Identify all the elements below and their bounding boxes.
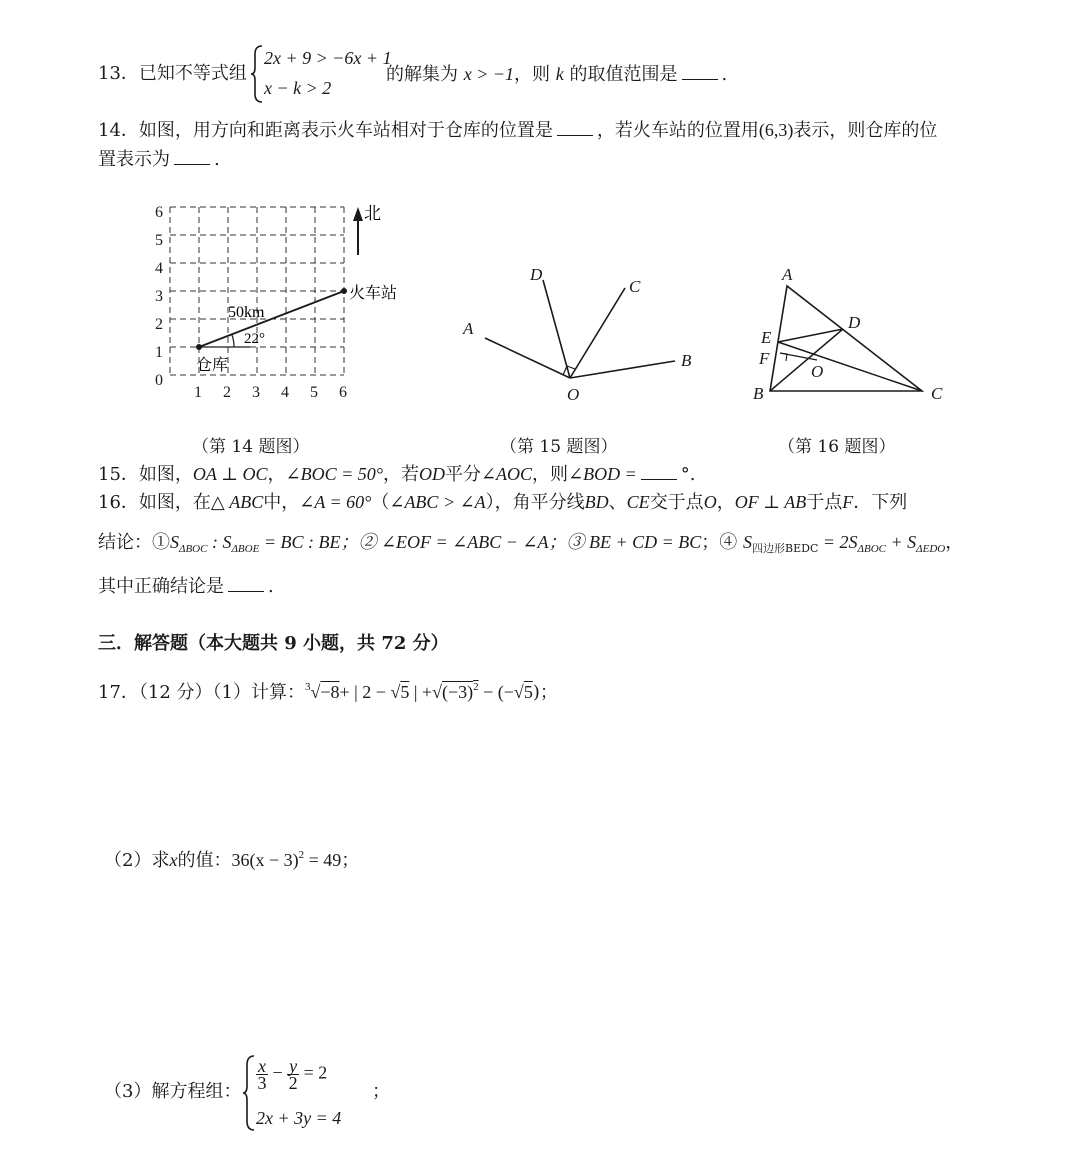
q17-part2: [104, 843, 359, 873]
q16-o: O: [703, 492, 717, 512]
q16-eq: = BC : BE: [259, 532, 341, 552]
q16-s4-sub: ΔBOC: [857, 543, 886, 555]
q16-line3-text: 其中正确结论是: [98, 576, 224, 597]
segment-ed: [778, 329, 843, 342]
label-O: O: [811, 362, 824, 381]
q17-p2-square: 2: [298, 849, 305, 861]
y-tick-3: 3: [155, 288, 163, 305]
q15-answer-blank: [641, 463, 677, 480]
section-3-title: 三．解答题（本大题共 9 小题，共 72 分）: [98, 633, 449, 654]
q16-text-a: 16．如图，在: [98, 492, 211, 513]
q15-end: °.: [680, 464, 696, 485]
q16-s5: S: [907, 532, 917, 552]
q15-mid: ，若: [382, 464, 419, 485]
q17-root3-radicand: (−3): [441, 682, 474, 702]
ray-od: [543, 280, 570, 378]
q14-end: .: [214, 149, 220, 170]
label-A: A: [463, 319, 474, 338]
q16-text-d: ），角平分线: [485, 492, 585, 513]
q16-text-h: 于点: [806, 492, 843, 513]
north-label: 北: [364, 204, 381, 223]
label-F: F: [759, 349, 770, 368]
y-tick-2: 2: [155, 316, 163, 333]
q16-conclusion-3: ；③ BE + CD = BC: [548, 532, 702, 552]
q14-text-line2: 置表示为: [98, 149, 170, 170]
q16-conclusion-4-label: ；④: [701, 532, 744, 553]
q16-s3-sub: 四边形BEDC: [752, 542, 819, 555]
q17-sqrt5: √5: [390, 682, 410, 702]
north-arrow-head: [353, 207, 363, 221]
grid-lines: [170, 207, 344, 375]
q17-root-index: 3: [304, 681, 311, 693]
q17-root1-radicand: −8: [320, 682, 340, 702]
q14-text-b: ，若火车站的位置用: [596, 120, 759, 141]
x-tick-1: 1: [194, 384, 202, 401]
label-D: D: [848, 313, 861, 332]
q13-mid2: ，则: [514, 64, 551, 85]
y-tick-1: 1: [155, 344, 163, 361]
q17-p1-end: )；: [532, 682, 558, 703]
x-tick-5: 5: [310, 384, 318, 401]
q16-text-f: 交于点: [649, 492, 704, 513]
ray-ob: [570, 361, 675, 378]
q14-blank1: [557, 119, 593, 136]
warehouse-point: [196, 344, 202, 350]
q16-f: F: [842, 492, 854, 512]
figure-16: [745, 258, 955, 413]
q15-mid2: 平分: [444, 464, 481, 485]
q13-line: [98, 62, 247, 86]
label-O: O: [567, 385, 580, 404]
q15-c5: ∠BOD =: [568, 464, 637, 484]
angle-label: 22°: [244, 331, 265, 347]
q17-root2-radicand: 5: [400, 682, 410, 702]
q15-c1: OA ⊥ OC: [192, 464, 268, 484]
q17-part3: [104, 1080, 241, 1104]
figure-14: [140, 195, 430, 415]
y-tick-5: 5: [155, 232, 163, 249]
q16-line2-end: ，: [945, 532, 964, 553]
caption-fig15: （第 15 题图）: [500, 437, 618, 457]
figure-15: [455, 258, 705, 413]
y-tick-6: 6: [155, 204, 163, 221]
q16-text-c: （: [371, 492, 390, 513]
label-B: B: [681, 351, 692, 370]
q14-line1: [98, 118, 937, 143]
caption-fig14: （第 14 题图）: [192, 437, 310, 457]
q17-part1: [98, 675, 558, 705]
q17-p2-var: x: [169, 850, 178, 870]
q13-eq2: x − k > 2: [264, 78, 332, 98]
q14-line2: [98, 148, 220, 172]
q17-p3-eq2: 2x + 3y = 4: [256, 1108, 342, 1128]
q17-p2-rhs: = 49；: [304, 850, 360, 870]
q16-line2: [98, 530, 963, 561]
q13-cond: x > −1: [463, 64, 515, 84]
q16-answer-blank: [228, 575, 264, 592]
q16-line3: [98, 575, 274, 599]
ray-oa: [485, 338, 570, 378]
q13-eq1: 2x + 9 > −6x + 1: [264, 48, 392, 68]
q14-blank2: [174, 148, 210, 165]
q17-abs-open: + | 2 −: [339, 682, 391, 702]
ray-oc: [570, 288, 625, 378]
q16-cond: ∠ABC > ∠A: [389, 492, 486, 512]
q16-bd: BD: [584, 492, 609, 512]
q16-text-b: 中，: [263, 492, 300, 513]
q17-sqrt-square: $√(-3)^2$: [432, 681, 479, 702]
q14-text-c: 表示，则仓库的位: [793, 120, 938, 141]
q17-p2-prefix: （2）求: [104, 850, 170, 871]
angle-arc: [232, 335, 234, 347]
x-tick-6: 6: [339, 384, 347, 401]
q15-prefix: 15．如图，: [98, 464, 193, 485]
q17-minus: − (−: [478, 682, 514, 702]
q17-frac1-num: x: [258, 1056, 266, 1076]
q16-s5-sub: ΔEDO: [916, 543, 946, 555]
x-tick-2: 2: [223, 384, 231, 401]
q15-sep: ，: [267, 464, 286, 485]
q15-c4: ∠AOC: [480, 464, 533, 484]
q16-colon: :: [207, 532, 223, 552]
q16-triangle: △ ABC: [210, 492, 264, 512]
q16-angle-a: ∠A = 60°: [299, 492, 372, 512]
q13-prefix: 13．已知不等式组: [98, 63, 247, 84]
q16-conclusions-label: 结论：①: [98, 532, 170, 553]
label-B: B: [753, 384, 764, 403]
warehouse-label: 仓库: [196, 357, 229, 374]
q17-p3-prefix: （3）解方程组：: [104, 1081, 242, 1102]
q13-answer-blank: [682, 63, 718, 80]
q17-p3-eq1: $\frac{x}{3}$ − $\frac{y}{2}$ = 2: [257, 1056, 328, 1093]
q16-plus: +: [886, 532, 908, 552]
q17-p2-eq: 36(x − 3): [231, 850, 299, 870]
q13-var: k: [555, 64, 564, 84]
q16-ce: CE: [626, 492, 650, 512]
q13-brace: [250, 44, 264, 109]
q16-text-g: ，: [716, 492, 735, 513]
q17-frac1-den: 3: [257, 1073, 267, 1093]
q16-text-i: ．下列: [853, 492, 908, 513]
label-A: A: [782, 265, 793, 284]
q15-line: [98, 462, 696, 487]
q16-s1-sub: ΔBOC: [179, 543, 208, 555]
q17-p3-brace: [242, 1054, 256, 1137]
q16-conclusion-2: ；② ∠EOF = ∠ABC − ∠A: [340, 532, 549, 552]
y-tick-0: 0: [155, 372, 163, 389]
q14-text-a: 14．如图，用方向和距离表示火车站相对于仓库的位置是: [98, 120, 553, 141]
station-point: [341, 288, 347, 294]
caption-fig16: （第 16 题图）: [778, 437, 896, 457]
q16-eq2: = 2: [818, 532, 849, 552]
q16-text-e: 、: [608, 492, 627, 513]
q17-frac2-num: y: [289, 1056, 298, 1076]
q16-s2-sub: ΔBOE: [231, 543, 260, 555]
label-E: E: [761, 328, 772, 347]
label-C: C: [629, 277, 641, 296]
q13-mid: 的解集为: [386, 64, 458, 85]
q13-suffix: 的取值范围是: [569, 64, 678, 85]
label-D: D: [530, 265, 543, 284]
q17-cube-root: $^3$√−8: [304, 681, 340, 702]
q16-s4: S: [848, 532, 858, 552]
station-label: 火车站: [349, 285, 398, 302]
q17-eq1-rhs: = 2: [303, 1062, 328, 1083]
q16-of: OF ⊥ AB: [734, 492, 807, 512]
label-C: C: [931, 384, 943, 403]
q17-sqrt5-b: √5: [513, 682, 533, 702]
q17-abs-close: | +: [409, 682, 433, 702]
x-tick-3: 3: [252, 384, 260, 401]
q15-c3: OD: [418, 464, 445, 484]
x-tick-4: 4: [281, 384, 289, 401]
q17-square: 2: [473, 681, 479, 693]
q16-s2: S: [222, 532, 232, 552]
q17-p1-prefix: 17．（12 分）（1）计算：: [98, 682, 305, 703]
q13-rest: [386, 62, 727, 87]
q17-frac2-den: 2: [288, 1073, 298, 1093]
q17-p3-end: ；: [372, 1081, 390, 1102]
q16-end: .: [268, 576, 274, 597]
q17-root4-radicand: 5: [523, 682, 533, 702]
q16-line1: [98, 490, 907, 515]
q13-end: .: [721, 64, 728, 85]
q15-c2: ∠BOC = 50°: [285, 464, 383, 484]
y-tick-4: 4: [155, 260, 163, 277]
distance-label: 50km: [228, 304, 265, 321]
q15-mid3: ，则: [532, 464, 569, 485]
q14-coord: (6,3): [758, 120, 794, 140]
q17-p2-mid: 的值：: [177, 850, 232, 871]
q16-s3: S: [743, 532, 753, 552]
q16-s1: S: [170, 532, 179, 552]
